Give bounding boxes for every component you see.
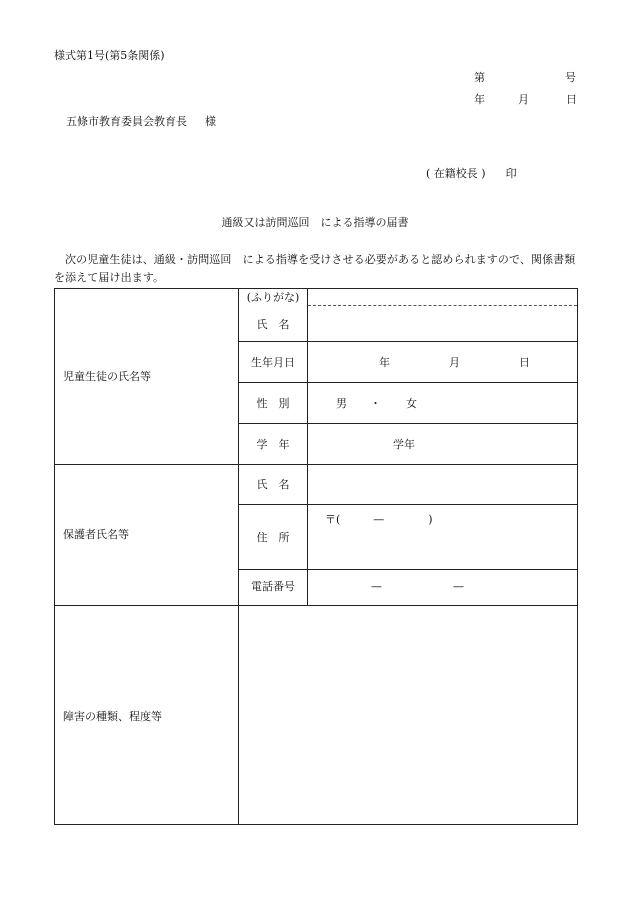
grid-hline-2 xyxy=(238,382,577,383)
grid-hline-3 xyxy=(238,423,577,424)
phone-label: 電話番号 xyxy=(251,580,295,593)
date-month-label: 月 xyxy=(518,93,529,106)
address-label: 住 所 xyxy=(256,531,290,544)
grid-hline-section-1 xyxy=(55,464,577,465)
grid-vline-main xyxy=(238,289,239,825)
student-name-label: 氏 名 xyxy=(256,318,290,331)
phone-dash-1: — xyxy=(371,580,382,593)
phone-dash-2: — xyxy=(453,580,464,593)
gender-separator: ・ xyxy=(370,397,381,410)
gender-female: 女 xyxy=(406,397,417,410)
furigana-label: (ふりがな) xyxy=(246,291,300,304)
grid-hline-1 xyxy=(238,341,577,342)
principal-label: ( 在籍校長 ) xyxy=(426,167,486,180)
birthdate-label: 生年月日 xyxy=(251,356,295,369)
seal-mark: 印 xyxy=(505,167,517,180)
birth-year-label: 年 xyxy=(379,356,390,369)
grid-hline-section-2 xyxy=(55,605,577,606)
application-table xyxy=(54,288,578,825)
addressee-name: 五條市教育委員会教育長 xyxy=(66,115,187,128)
disability-section-label: 障害の種類、程度等 xyxy=(63,710,162,723)
grid-hline-4 xyxy=(238,504,577,505)
sender-principal xyxy=(426,168,517,179)
grade-label: 学 年 xyxy=(256,438,290,451)
addressee-honorific: 様 xyxy=(205,115,216,128)
grid-hline-5 xyxy=(238,569,577,570)
gender-label: 性 別 xyxy=(256,397,290,410)
birth-month-label: 月 xyxy=(449,356,460,369)
document-title: 通級又は訪問巡回 による指導の届書 xyxy=(221,216,409,229)
date-day-label: 日 xyxy=(566,93,577,106)
addressee xyxy=(66,116,216,127)
number-go-label: 号 xyxy=(565,71,576,84)
gender-male: 男 xyxy=(336,397,347,410)
number-dai-label: 第 xyxy=(474,71,485,84)
grade-suffix: 学年 xyxy=(393,438,415,451)
postal-code-field: 〒( — ) xyxy=(325,513,433,526)
guardian-section-label: 保護者氏名等 xyxy=(63,528,129,541)
form-number: 様式第1号(第5条関係) xyxy=(54,49,165,62)
guardian-name-label: 氏 名 xyxy=(256,478,290,491)
student-section-label: 児童生徒の氏名等 xyxy=(63,370,151,383)
furigana-divider xyxy=(308,305,577,306)
body-text: 次の児童生徒は、通級・訪問巡回 による指導を受けさせる必要があると認められますので、関係書類を添えて届け出ます。 xyxy=(54,253,576,284)
birth-day-label: 日 xyxy=(519,356,530,369)
date-year-label: 年 xyxy=(474,93,485,106)
